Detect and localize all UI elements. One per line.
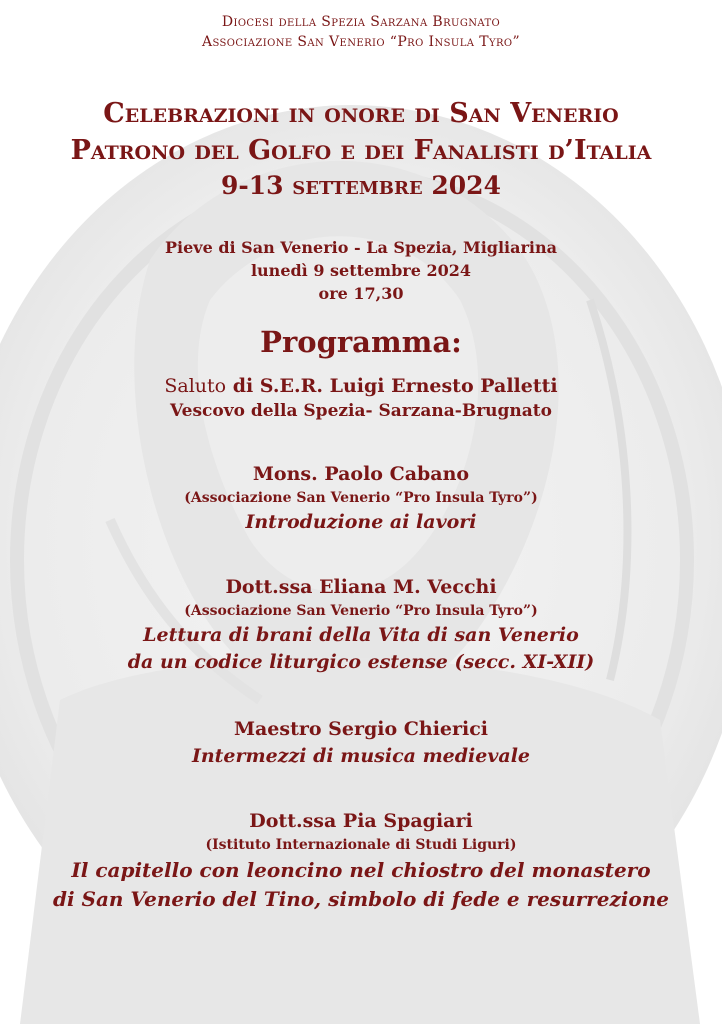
event-dates: 9-13 settembre 2024 bbox=[221, 171, 501, 200]
talk-title-line-2: di San Venerio del Tino, simbolo di fede e resurrezione bbox=[52, 887, 669, 911]
association-name: Associazione San Venerio “Pro Insula Tyro” bbox=[201, 34, 521, 50]
talk-title-line-2: da un codice liturgico estense (secc. XI-XII) bbox=[127, 651, 595, 673]
greeting-role: Vescovo della Spezia- Sarzana-Brugnato bbox=[170, 401, 552, 421]
speaker-affiliation: (Associazione San Venerio “Pro Insula Tyro”) bbox=[184, 603, 538, 619]
talk-title: Intermezzi di musica medievale bbox=[191, 745, 531, 767]
speaker-name: Dott.ssa Pia Spagiari bbox=[249, 810, 473, 832]
speaker-affiliation: (Istituto Internazionale di Studi Liguri) bbox=[205, 837, 517, 853]
speaker-name: Maestro Sergio Chierici bbox=[233, 718, 489, 740]
greeting-prefix: Saluto bbox=[164, 375, 227, 397]
speaker-name: Mons. Paolo Cabano bbox=[252, 463, 470, 485]
venue-time: ore 17,30 bbox=[318, 284, 404, 303]
diocese-name: Diocesi della Spezia Sarzana Brugnato bbox=[221, 14, 501, 30]
event-title-line-2: Patrono del Golfo e dei Fanalisti d’Italia bbox=[70, 135, 652, 166]
program-heading: Programma: bbox=[260, 325, 462, 359]
event-title-line-1: Celebrazioni in onore di San Venerio bbox=[103, 98, 619, 129]
speaker-affiliation: (Associazione San Venerio “Pro Insula Tyro”) bbox=[184, 490, 538, 506]
speaker-name: Dott.ssa Eliana M. Vecchi bbox=[225, 576, 497, 598]
talk-title-line-1: Lettura di brani della Vita di san Venerio bbox=[143, 624, 579, 646]
venue-date: lunedì 9 settembre 2024 bbox=[250, 261, 472, 280]
venue-place: Pieve di San Venerio - La Spezia, Migliarina bbox=[165, 238, 557, 257]
talk-title-line-1: Il capitello con leoncino nel chiostro del monastero bbox=[71, 858, 651, 882]
talk-title: Introduzione ai lavori bbox=[245, 511, 477, 533]
greeting-speaker: di S.E.R. Luigi Ernesto Palletti bbox=[226, 375, 558, 397]
greeting-line bbox=[0, 373, 722, 400]
